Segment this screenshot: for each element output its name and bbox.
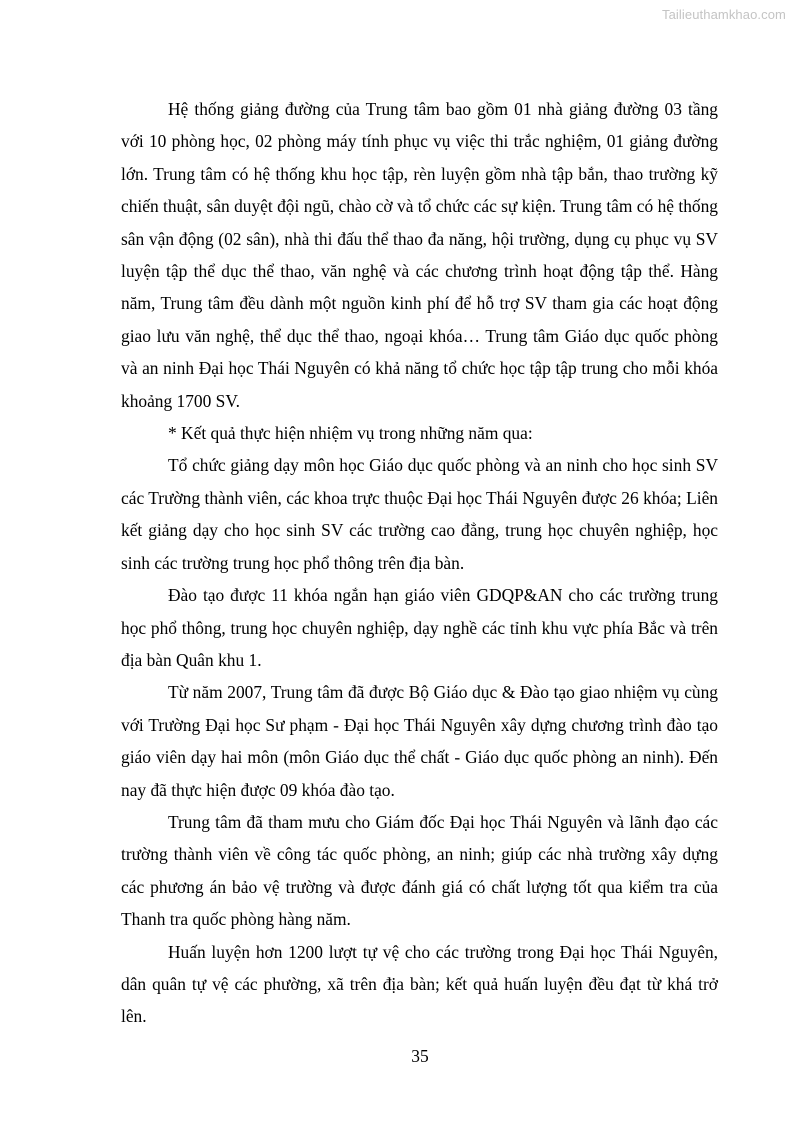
paragraph-facilities: Hệ thống giảng đường của Trung tâm bao gồm 01 nhà giảng đường 03 tầng với 10 phòng học, 02 phòng máy tính phục vụ việc thi trắc nghiệm, 01 giảng đường lớn. Trung tâm có hệ thống khu học tập, rèn luyện gồm nhà tập bắn, thao trường kỹ chiến thuật, sân duyệt đội ngũ, chào cờ và tổ chức các sự kiện. Trung tâm có hệ thống sân vận động (02 sân), nhà thi đấu thể thao đa năng, hội trường, dụng cụ phục vụ SV luyện tập thể dục thể thao, văn nghệ và các chương trình hoạt động tập thể. Hàng năm, Trung tâm đều dành một nguồn kinh phí để hỗ trợ SV tham gia các hoạt động giao lưu văn nghệ, thể dục thể thao, ngoại khóa… Trung tâm Giáo dục quốc phòng và an ninh Đại học Thái Nguyên có khả năng tổ chức học tập tập trung cho mỗi khóa khoảng 1700 SV.	[121, 99, 718, 411]
paragraph-teacher-training: Đào tạo được 11 khóa ngắn hạn giáo viên GDQP&AN cho các trường trung học phổ thông, trung học chuyên nghiệp, dạy nghề các tỉnh khu vực phía Bắc và trên địa bàn Quân khu 1.	[121, 585, 718, 670]
paragraph-results-heading: * Kết quả thực hiện nhiệm vụ trong những năm qua:	[168, 423, 533, 444]
watermark: Tailieuthamkhao.com	[661, 7, 786, 22]
paragraph-teaching: Tổ chức giảng dạy môn học Giáo dục quốc phòng và an ninh cho học sinh SV các Trường thành viên, các khoa trực thuộc Đại học Thái Nguyên được 26 khóa; Liên kết giảng dạy cho học sinh SV các trường cao đẳng, trung học chuyên nghiệp, học sinh các trường trung học phổ thông trên địa bàn.	[121, 455, 718, 573]
paragraph-dual-subject-program: Từ năm 2007, Trung tâm đã được Bộ Giáo dục & Đào tạo giao nhiệm vụ cùng với Trường Đại học Sư phạm - Đại học Thái Nguyên xây dựng chương trình đào tạo giáo viên dạy hai môn (môn Giáo dục thể chất - Giáo dục quốc phòng an ninh). Đến nay đã thực hiện được 09 khóa đào tạo.	[121, 682, 718, 800]
paragraph-militia-training: Huấn luyện hơn 1200 lượt tự vệ cho các trường trong Đại học Thái Nguyên, dân quân tự vệ các phường, xã trên địa bàn; kết quả huấn luyện đều đạt từ khá trở lên.	[121, 941, 718, 1027]
document-body	[121, 93, 718, 1033]
page-number: 35	[411, 1046, 429, 1066]
paragraph-advisory: Trung tâm đã tham mưu cho Giám đốc Đại học Thái Nguyên và lãnh đạo các trường thành viên về công tác quốc phòng, an ninh; giúp các nhà trường xây dựng các phương án bảo vệ trường và được đánh giá có chất lượng tốt qua kiểm tra của Thanh tra quốc phòng hàng năm.	[121, 811, 718, 930]
